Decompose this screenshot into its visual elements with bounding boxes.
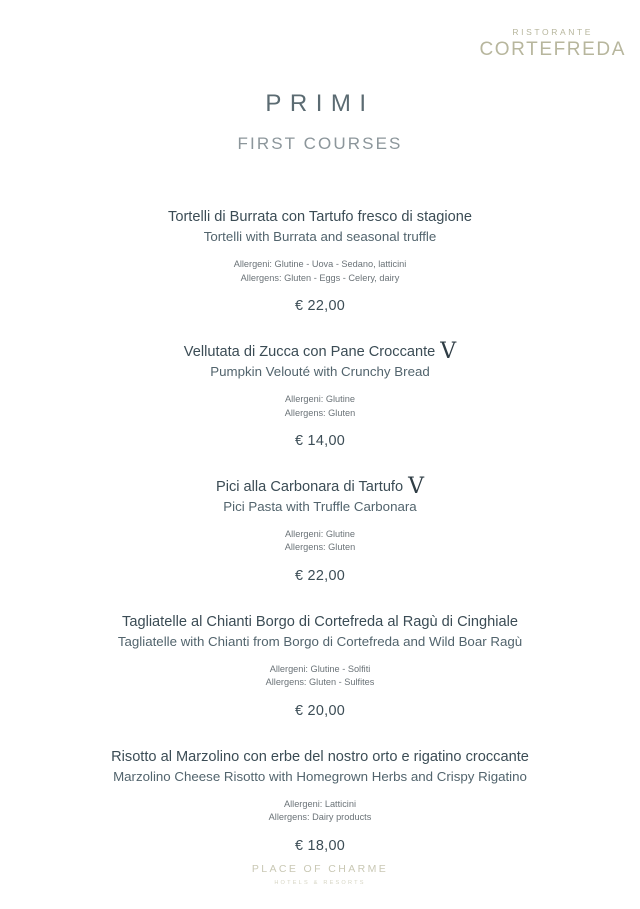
allergen-info bbox=[24, 393, 616, 420]
allergen-info bbox=[24, 663, 616, 690]
allergens-english: Allergens: Gluten - Sulfites bbox=[265, 677, 375, 688]
dish-name-english: Pumpkin Velouté with Crunchy Bread bbox=[210, 363, 430, 379]
menu-item bbox=[24, 208, 616, 314]
vegetarian-icon: V bbox=[408, 473, 424, 499]
dish-name-italian: Tortelli di Burrata con Tartufo fresco di stagione bbox=[168, 209, 472, 225]
footer bbox=[0, 864, 640, 887]
page-title: PRIMI bbox=[265, 90, 375, 117]
allergens-english: Allergens: Gluten bbox=[284, 407, 356, 418]
dish-name-english: Tortelli with Burrata and seasonal truffle bbox=[203, 228, 437, 244]
allergen-info bbox=[24, 258, 616, 285]
dish-price: € 20,00 bbox=[294, 702, 346, 719]
page-header bbox=[0, 0, 640, 152]
allergens-english: Allergens: Gluten bbox=[284, 542, 356, 553]
menu-item bbox=[24, 613, 616, 719]
dish-price: € 14,00 bbox=[294, 432, 346, 449]
footer-brand: PLACE OF CHARME bbox=[251, 862, 389, 875]
brand-subtitle: RISTORANTE bbox=[512, 27, 594, 37]
page-subtitle: FIRST COURSES bbox=[237, 134, 403, 153]
allergens-italian: Allergeni: Glutine - Solfiti bbox=[269, 664, 371, 675]
brand-logo bbox=[479, 28, 626, 59]
dish-name-italian: Pici alla Carbonara di Tartufo V bbox=[215, 473, 424, 499]
allergens-italian: Allergeni: Glutine bbox=[285, 529, 355, 540]
menu-item bbox=[24, 473, 616, 584]
allergen-info bbox=[24, 528, 616, 555]
allergens-english: Allergens: Gluten - Eggs - Celery, dairy bbox=[240, 272, 400, 283]
dish-name-italian: Risotto al Marzolino con erbe del nostro orto e rigatino croccante bbox=[111, 748, 529, 765]
dish-name-italian: Tagliatelle al Chianti Borgo di Cortefreda al Ragù di Cinghiale bbox=[122, 613, 518, 630]
menu-item bbox=[24, 748, 616, 854]
dish-price: € 22,00 bbox=[294, 297, 346, 314]
menu-item bbox=[24, 338, 616, 449]
footer-tagline: HOTELS & RESORTS bbox=[274, 880, 366, 887]
allergens-italian: Allergeni: Glutine bbox=[285, 394, 355, 405]
allergen-info bbox=[24, 798, 616, 825]
dish-price: € 18,00 bbox=[294, 837, 346, 854]
vegetarian-icon: V bbox=[440, 338, 457, 364]
dish-name-english: Pici Pasta with Truffle Carbonara bbox=[223, 498, 417, 514]
dish-name-italian: Vellutata di Zucca con Pane Croccante V bbox=[183, 338, 457, 364]
allergens-italian: Allergeni: Glutine - Uova - Sedano, latticini bbox=[233, 259, 407, 270]
brand-name: CORTEFREDA bbox=[479, 38, 626, 60]
allergens-italian: Allergeni: Latticini bbox=[283, 799, 356, 809]
allergens-english: Allergens: Dairy products bbox=[268, 812, 372, 823]
dish-price: € 22,00 bbox=[294, 567, 346, 584]
dish-name-english: Marzolino Cheese Risotto with Homegrown Herbs and Crispy Rigatino bbox=[113, 768, 527, 784]
dish-name-english: Tagliatelle with Chianti from Borgo di Cortefreda and Wild Boar Ragù bbox=[117, 633, 523, 649]
menu-list bbox=[0, 208, 640, 854]
